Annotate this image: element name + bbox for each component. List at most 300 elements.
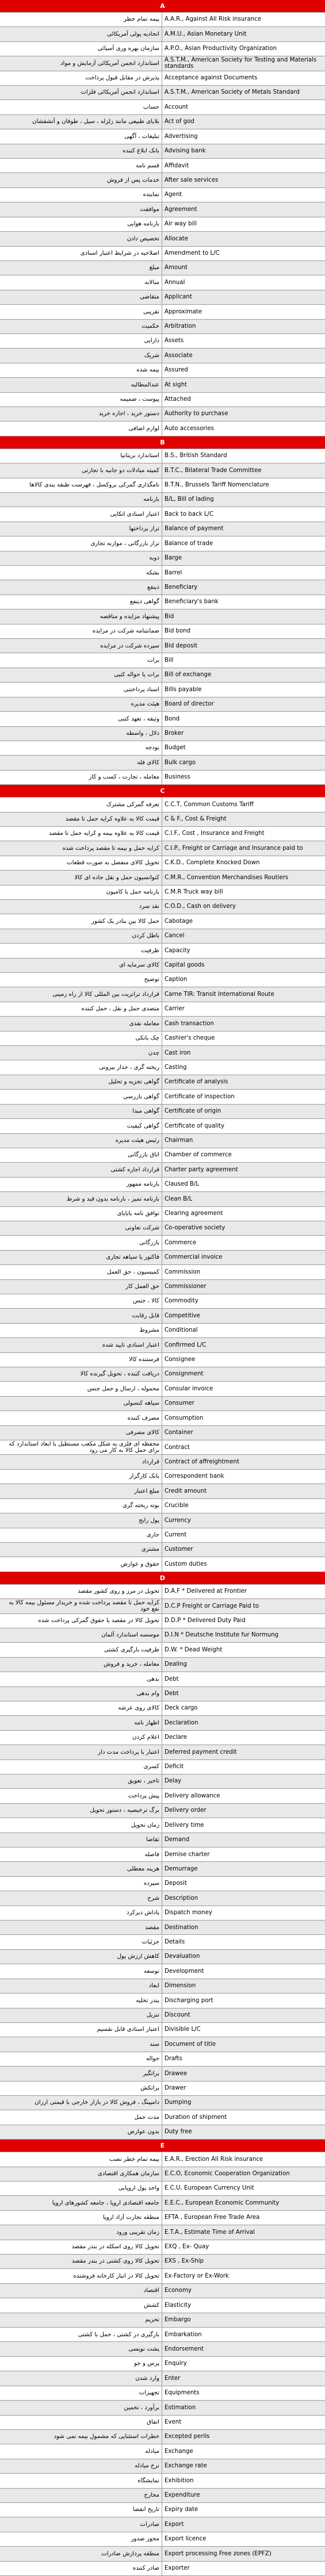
glossary-row (0, 507, 325, 522)
persian-term: گواهی کیفیت (0, 1119, 162, 1133)
persian-term: تعرفه گمرکی مشترک (0, 798, 162, 811)
glossary-row (0, 1614, 325, 1628)
persian-term: گواهی تجزیه و تحلیل (0, 1075, 162, 1089)
persian-term: اعلام کردن (0, 1731, 162, 1745)
english-term: Caption (165, 976, 188, 983)
english-term: Delivery order (165, 1807, 207, 1814)
glossary-row (0, 1221, 325, 1236)
glossary-row (0, 2255, 325, 2269)
glossary-row (0, 2474, 325, 2488)
english-term: Balance of trade (165, 540, 213, 547)
glossary-row (0, 1265, 325, 1279)
glossary-row (0, 987, 325, 1002)
persian-term: بشکه (0, 566, 162, 580)
glossary-row (0, 1163, 325, 1177)
glossary-row (0, 393, 325, 407)
glossary-row (0, 1950, 325, 1964)
glossary-row (0, 871, 325, 885)
glossary-row (0, 712, 325, 726)
english-term: Bill of exchange (165, 672, 212, 678)
persian-term: سالانه (0, 275, 162, 289)
glossary-row (0, 1658, 325, 1672)
persian-term: صادرات (0, 2517, 162, 2531)
persian-term: کاهش ارزش پول (0, 1950, 162, 1964)
persian-term: قیمت کالا به علاوه بیمه و کرایه حمل تا مقصد (0, 827, 162, 841)
glossary-row (0, 551, 325, 566)
glossary-row (0, 2532, 325, 2547)
english-term: C.O.D., Cash on delivery (165, 903, 236, 910)
glossary-row (0, 2357, 325, 2371)
glossary-row (0, 1090, 325, 1104)
persian-term: اصلاحیه در شرایط اعتبار اسنادی (0, 247, 162, 260)
english-term: Carrier (165, 1006, 185, 1013)
english-term: Annual (165, 279, 185, 286)
persian-term: مخارج (0, 2489, 162, 2502)
english-term: Acceptance against Documents (165, 75, 258, 82)
glossary-row (0, 188, 325, 202)
glossary-row (0, 493, 325, 507)
persian-term: استاندارد بریتانیا (0, 449, 162, 463)
persian-term: وام بدهی (0, 1687, 162, 1701)
english-term: Estimation (165, 2404, 196, 2411)
english-term: Contract of affreightment (165, 1458, 240, 1465)
persian-term: کمیسیون ، حق العمل (0, 1265, 162, 1279)
persian-term: توضیح (0, 973, 162, 987)
glossary-row (0, 812, 325, 827)
glossary-row (0, 1628, 325, 1643)
glossary-row (0, 2503, 325, 2517)
persian-term: ابعاد (0, 1979, 162, 1993)
persian-term: تاخیر ، تعویق (0, 1774, 162, 1788)
persian-term: زمان تحویل (0, 1818, 162, 1832)
persian-term: برگ ترخیصیه ، دستور تحویل (0, 1804, 162, 1818)
english-term: Affidavit (165, 162, 189, 169)
persian-term: شرکت تعاونی (0, 1221, 162, 1235)
english-term: Destination (165, 1924, 198, 1931)
glossary-row (0, 885, 325, 900)
glossary-row (0, 1134, 325, 1148)
persian-term: فرستنده کالا (0, 1353, 162, 1367)
persian-term: دستور خرید ، اجازه خرید (0, 407, 162, 421)
glossary-row (0, 1294, 325, 1309)
glossary-row (0, 1731, 325, 1745)
section-header-b: B (0, 436, 325, 449)
persian-term: اظهار نامه (0, 1716, 162, 1730)
persian-term: حق العمل کار (0, 1280, 162, 1294)
glossary-row (0, 1789, 325, 1803)
persian-term: عندالمطالبه (0, 378, 162, 392)
english-term: Bill (165, 657, 174, 664)
persian-term: دارایی (0, 334, 162, 348)
persian-term: حواله (0, 2052, 162, 2066)
english-term: Contract (165, 1444, 190, 1451)
english-term: Act of god (165, 118, 194, 125)
persian-term: تنزیل (0, 2008, 162, 2022)
english-term: Excepted perils (165, 2433, 210, 2440)
persian-term: براتگیر (0, 2067, 162, 2080)
persian-term: کنوانسیون حمل و نقل جاده ای کالا (0, 871, 162, 884)
english-term: Development (165, 1968, 204, 1975)
english-term: Amendment to L/C (165, 250, 220, 256)
english-term: Chairman (165, 1137, 193, 1144)
glossary-row (0, 1324, 325, 1338)
english-term: Details (165, 1938, 185, 1945)
persian-term: مقصد (0, 1920, 162, 1934)
persian-term: مصرف کننده (0, 1411, 162, 1425)
glossary-row (0, 1017, 325, 1031)
persian-term: متصدی حمل و نقل ، حمل کننده (0, 1002, 162, 1016)
english-term: Cabotage (165, 918, 193, 925)
glossary-row (0, 2342, 325, 2356)
glossary-row (0, 2313, 325, 2328)
english-term: D.A.F * Delivered at Frontier (165, 1588, 247, 1595)
english-term: Agreement (165, 206, 197, 213)
glossary-row (0, 522, 325, 536)
english-term: C.M.R., Convention Merchandises Routiers (165, 874, 289, 881)
glossary-row (0, 1920, 325, 1935)
glossary-row (0, 261, 325, 275)
persian-term: ریخته گری ، جدار بیرونی (0, 1060, 162, 1074)
english-term: Deferred payment credit (165, 1749, 237, 1755)
glossary-row (0, 1643, 325, 1657)
persian-term: واحد پول اروپایی (0, 2182, 162, 2195)
english-term: E.E.C., European Economic Community (165, 2199, 280, 2206)
english-term: Conditional (165, 1327, 198, 1334)
glossary-row (0, 1075, 325, 1090)
english-term: Certificate of inspection (165, 1093, 235, 1100)
persian-term: بانک کارگزار (0, 1470, 162, 1483)
glossary-row (0, 2298, 325, 2313)
english-term: C & F., Cost & Freight (165, 816, 227, 823)
persian-term: تحویل کالا روی اسکله در بندر مقصد (0, 2240, 162, 2254)
glossary-row (0, 1060, 325, 1075)
glossary-row (0, 1470, 325, 1484)
persian-term: منطقه تجارت آزاد اروپا (0, 2211, 162, 2225)
glossary-row (0, 1032, 325, 1046)
english-term: Clearing agreement (165, 1210, 223, 1217)
glossary-row (0, 1701, 325, 1716)
english-term: Deck cargo (165, 1705, 198, 1712)
glossary-row (0, 929, 325, 944)
english-term: E.T.A., Estimate Time of Arrival (165, 2229, 255, 2236)
glossary-row (0, 2547, 325, 2561)
english-term: Commissioner (165, 1283, 207, 1290)
glossary-row (0, 1367, 325, 1382)
english-term: Certificate of origin (165, 1108, 221, 1115)
glossary-row (0, 1178, 325, 1192)
english-term: Embarkation (165, 2331, 202, 2338)
glossary-row (0, 1994, 325, 2008)
english-term: Drawer (165, 2085, 186, 2092)
glossary-row (0, 1309, 325, 1323)
english-term: Agent (165, 191, 182, 198)
persian-term: پذیرش در مقابل قبول پرداخت (0, 71, 162, 85)
persian-term: موافقت (0, 202, 162, 216)
english-term: D.C.P Freight or Carriage Paid to (165, 1603, 259, 1609)
persian-term: بلایای طبیعی مانند زلزله ، سیل ، طوفان و آتشفشان (0, 115, 162, 129)
persian-term: نرخ مبادله (0, 2459, 162, 2473)
english-term: E.C.O, Economic Cooperation Organization (165, 2171, 290, 2178)
glossary-row (0, 421, 325, 436)
english-term: Beneficiary's bank (165, 599, 219, 605)
english-term: A.M.U., Asian Monetary Unit (165, 30, 247, 37)
glossary-row (0, 1687, 325, 1701)
english-term: Commerce (165, 1239, 197, 1246)
english-term: A.P.O., Asian Productivity Organization (165, 45, 277, 52)
glossary-row (0, 2225, 325, 2240)
persian-term: وثیقه ، تعهد کتبی (0, 712, 162, 726)
english-term: Advertising (165, 133, 198, 140)
english-term: Container (165, 1429, 193, 1436)
persian-term: بارنامه حمل با کامیون (0, 885, 162, 899)
english-term: C.C.T, Common Customs Tariff (165, 801, 254, 808)
persian-term: تقریبی (0, 305, 162, 319)
persian-term: مبلغ اعتبار (0, 1484, 162, 1498)
persian-term: جزئیات (0, 1935, 162, 1949)
glossary-row (0, 1397, 325, 1411)
glossary-row (0, 2328, 325, 2342)
glossary-row (0, 770, 325, 785)
glossary-row (0, 1280, 325, 1294)
english-term: Confirmed L/C (165, 1341, 207, 1348)
persian-term: تحویل کالا در انبار کارخانه فروشنده (0, 2269, 162, 2283)
persian-term: بارنامه (0, 493, 162, 507)
persian-term: سند (0, 2037, 162, 2051)
english-term: A.S.T.M., American Society for Testing and Materials standards (165, 56, 317, 70)
persian-term: پیش پرداخت (0, 1789, 162, 1803)
glossary-row (0, 1499, 325, 1513)
persian-term: اتحادیه پولی آمریکائی (0, 27, 162, 41)
persian-term: اعتبار با پرداخت مدت دار (0, 1745, 162, 1759)
glossary-row (0, 2562, 325, 2576)
glossary-row (0, 1426, 325, 1440)
glossary-row (0, 217, 325, 232)
persian-term: باطل کردن (0, 929, 162, 943)
persian-term: پیشنهاد مزایده و مناقصه (0, 610, 162, 623)
glossary-row (0, 1935, 325, 1950)
english-term: Commodity (165, 1298, 198, 1305)
persian-term: قرارداد ترانزیت بین المللی کالا از راه زمینی (0, 987, 162, 1001)
english-term: Expenditure (165, 2492, 200, 2498)
persian-term: تجهیزات (0, 2386, 162, 2400)
persian-term: پرس و جو (0, 2357, 162, 2371)
persian-term: خطرات استثنایی که مشمول بیمه نمی شود (0, 2430, 162, 2444)
persian-term: ذینفع (0, 580, 162, 594)
glossary-row (0, 407, 325, 421)
persian-term: توافق نامه پایاپای (0, 1207, 162, 1221)
glossary-row (0, 1192, 325, 1206)
persian-term: بودجه (0, 741, 162, 755)
glossary-row (0, 2167, 325, 2182)
glossary-row (0, 624, 325, 639)
persian-term: کمیته مبادلات دو جانبه با تجارتی (0, 463, 162, 477)
english-term: C.I.P., Freight or Carriage and Insurance paid to (165, 845, 303, 852)
persian-term: دوبه (0, 551, 162, 565)
english-term: Certificate of analysis (165, 1079, 228, 1086)
english-term: Export processing Free zones (EPFZ) (165, 2550, 272, 2557)
glossary-row (0, 610, 325, 624)
persian-term: بارگیری در کشتی ، حمل با کشتی (0, 2328, 162, 2341)
glossary-row (0, 1119, 325, 1133)
glossary-row (0, 2110, 325, 2125)
english-term: Export licence (165, 2536, 207, 2543)
glossary-row (0, 2489, 325, 2503)
persian-term: براتکش (0, 2082, 162, 2095)
glossary-row (0, 247, 325, 261)
english-term: Consular invoice (165, 1385, 213, 1392)
english-term: Barge (165, 555, 182, 562)
glossary-row (0, 275, 325, 290)
glossary-row (0, 1877, 325, 1891)
english-term: E.C.U, European Currency Unit (165, 2185, 254, 2192)
persian-term: کشش (0, 2298, 162, 2312)
persian-term: حکمیت (0, 320, 162, 334)
english-term: Duty free (165, 2129, 192, 2136)
english-term: Cash transaction (165, 1020, 214, 1027)
persian-term: کرایه حمل تا مقصد پرداخت شده و خریدار مسئول بیمه کالا به نفع خود (0, 1599, 162, 1613)
english-term: Capital goods (165, 962, 205, 969)
english-term: Commission (165, 1268, 201, 1275)
glossary-row (0, 536, 325, 551)
glossary-row (0, 1411, 325, 1425)
english-term: Devaluation (165, 1953, 200, 1960)
glossary-row (0, 348, 325, 363)
english-term: Allocate (165, 235, 188, 242)
english-term: D.W. * Dead Weight (165, 1646, 223, 1653)
english-term: Budget (165, 745, 186, 752)
glossary-row (0, 566, 325, 580)
persian-term: تاریخ انقضا (0, 2503, 162, 2517)
persian-term: قرارداد اجاره کشتی (0, 1163, 162, 1176)
persian-term: اعتبار اسنادی تایید شده (0, 1338, 162, 1352)
glossary-row (0, 741, 325, 756)
english-term: Delivery allowance (165, 1792, 220, 1799)
glossary-row (0, 1557, 325, 1571)
glossary-row (0, 1236, 325, 1250)
english-term: A.A.R., Against All Risk insurance (165, 16, 262, 23)
glossary-row (0, 1760, 325, 1774)
english-term: Commercial invoice (165, 1254, 223, 1261)
persian-term: بانک ابلاغ کننده (0, 144, 162, 158)
english-term: Exchange (165, 2448, 193, 2455)
section-header-d: D (0, 1572, 325, 1585)
persian-term: سپرده (0, 1877, 162, 1891)
persian-term: پاداش دیرکرد (0, 1906, 162, 1920)
english-term: Claused B/L (165, 1181, 200, 1188)
glossary-row (0, 959, 325, 973)
english-term: Current (165, 1531, 187, 1538)
persian-term: چدن (0, 1046, 162, 1060)
persian-term: جاری (0, 1528, 162, 1542)
persian-term: بندر تخلیه (0, 1994, 162, 2007)
english-term: Barrel (165, 569, 182, 576)
english-term: B/L, Bill of lading (165, 496, 214, 503)
persian-term: تراز بازرگانی ، موازنه تجاری (0, 536, 162, 550)
persian-term: تحریم (0, 2313, 162, 2327)
english-term: Deposit (165, 1880, 187, 1887)
glossary-row (0, 1046, 325, 1060)
persian-term: کالای مصرفی (0, 1426, 162, 1440)
glossary-row (0, 1513, 325, 1528)
persian-term: دلال ، واسطه (0, 727, 162, 741)
english-term: Competitive (165, 1312, 200, 1319)
english-term: Carne TIR: Transit International Route (165, 991, 274, 998)
english-term: Bid bond (165, 628, 191, 635)
glossary-row (0, 378, 325, 392)
english-term: Dumping (165, 2099, 192, 2106)
english-term: D.D.P * Delivered Duty Paid (165, 1617, 246, 1624)
glossary-row (0, 2517, 325, 2532)
persian-term: منطقه پردازش صادرات (0, 2547, 162, 2560)
persian-term: بیمه تمام خطر (0, 13, 162, 26)
persian-term: بارنامه ممهور (0, 1178, 162, 1191)
english-term: Casting (165, 1064, 187, 1071)
glossary-row (0, 639, 325, 653)
persian-term: دریافت کننده ، تحویل گیرنده کالا (0, 1367, 162, 1381)
persian-term: تحویل در مرز و روی کشور مقصد (0, 1585, 162, 1598)
persian-term: بازرگانی (0, 1236, 162, 1249)
glossary-row (0, 683, 325, 697)
persian-term: پشت نویسی (0, 2342, 162, 2356)
glossary-row (0, 2416, 325, 2430)
english-term: Demurrage (165, 1865, 198, 1872)
persian-term: معامله نقدی (0, 1017, 162, 1030)
glossary-row (0, 478, 325, 493)
persian-term: گواهی بازرسی (0, 1090, 162, 1103)
persian-term: ضمانتنامه شرکت در مزایده (0, 624, 162, 638)
persian-term: نقد سرد (0, 900, 162, 914)
english-term: Assets (165, 338, 184, 344)
persian-term: بدهی (0, 1672, 162, 1686)
glossary-row (0, 1440, 325, 1455)
english-term: Amount (165, 264, 188, 271)
glossary-row (0, 2211, 325, 2225)
persian-term: زمان تقریبی ورود (0, 2225, 162, 2239)
english-term: Bid deposit (165, 642, 198, 649)
persian-term: شرح (0, 1891, 162, 1905)
english-term: Customer (165, 1546, 193, 1553)
english-term: Drafts (165, 2056, 182, 2063)
glossary-row (0, 115, 325, 129)
english-term: Advising bank (165, 148, 206, 155)
persian-term: سازمان همکاری اقتصادی (0, 2167, 162, 2181)
english-term: Charter party agreement (165, 1166, 238, 1173)
glossary-row (0, 1774, 325, 1789)
english-term: D.I.N * Deutsche Institute fur Normung (165, 1632, 279, 1639)
persian-term: فاصله (0, 1847, 162, 1861)
persian-term: موسسه استاندارد آلمان (0, 1628, 162, 1642)
glossary-row (0, 1862, 325, 1876)
persian-term: بیمه شده (0, 363, 162, 377)
english-term: Cast iron (165, 1049, 191, 1056)
glossary-row (0, 1847, 325, 1862)
english-term: After sale services (165, 177, 219, 183)
glossary-row (0, 56, 325, 71)
persian-term: تحویل کالا در مقصد با حقوق گمرکی پرداخت شده (0, 1614, 162, 1628)
english-term: Balance of payment (165, 526, 224, 532)
persian-term: کالا ، جنس (0, 1294, 162, 1308)
english-term: Certificate of quality (165, 1122, 225, 1129)
persian-term: تقاضا (0, 1833, 162, 1847)
persian-term: پیوست ، ضمیمه (0, 393, 162, 407)
english-term: Duration of shipment (165, 2114, 227, 2121)
glossary-row (0, 1207, 325, 1221)
glossary-row (0, 1716, 325, 1730)
english-term: Elasticity (165, 2302, 192, 2309)
glossary-row (0, 668, 325, 683)
persian-term: اتاق بازرگانی (0, 1148, 162, 1162)
glossary-row (0, 900, 325, 914)
